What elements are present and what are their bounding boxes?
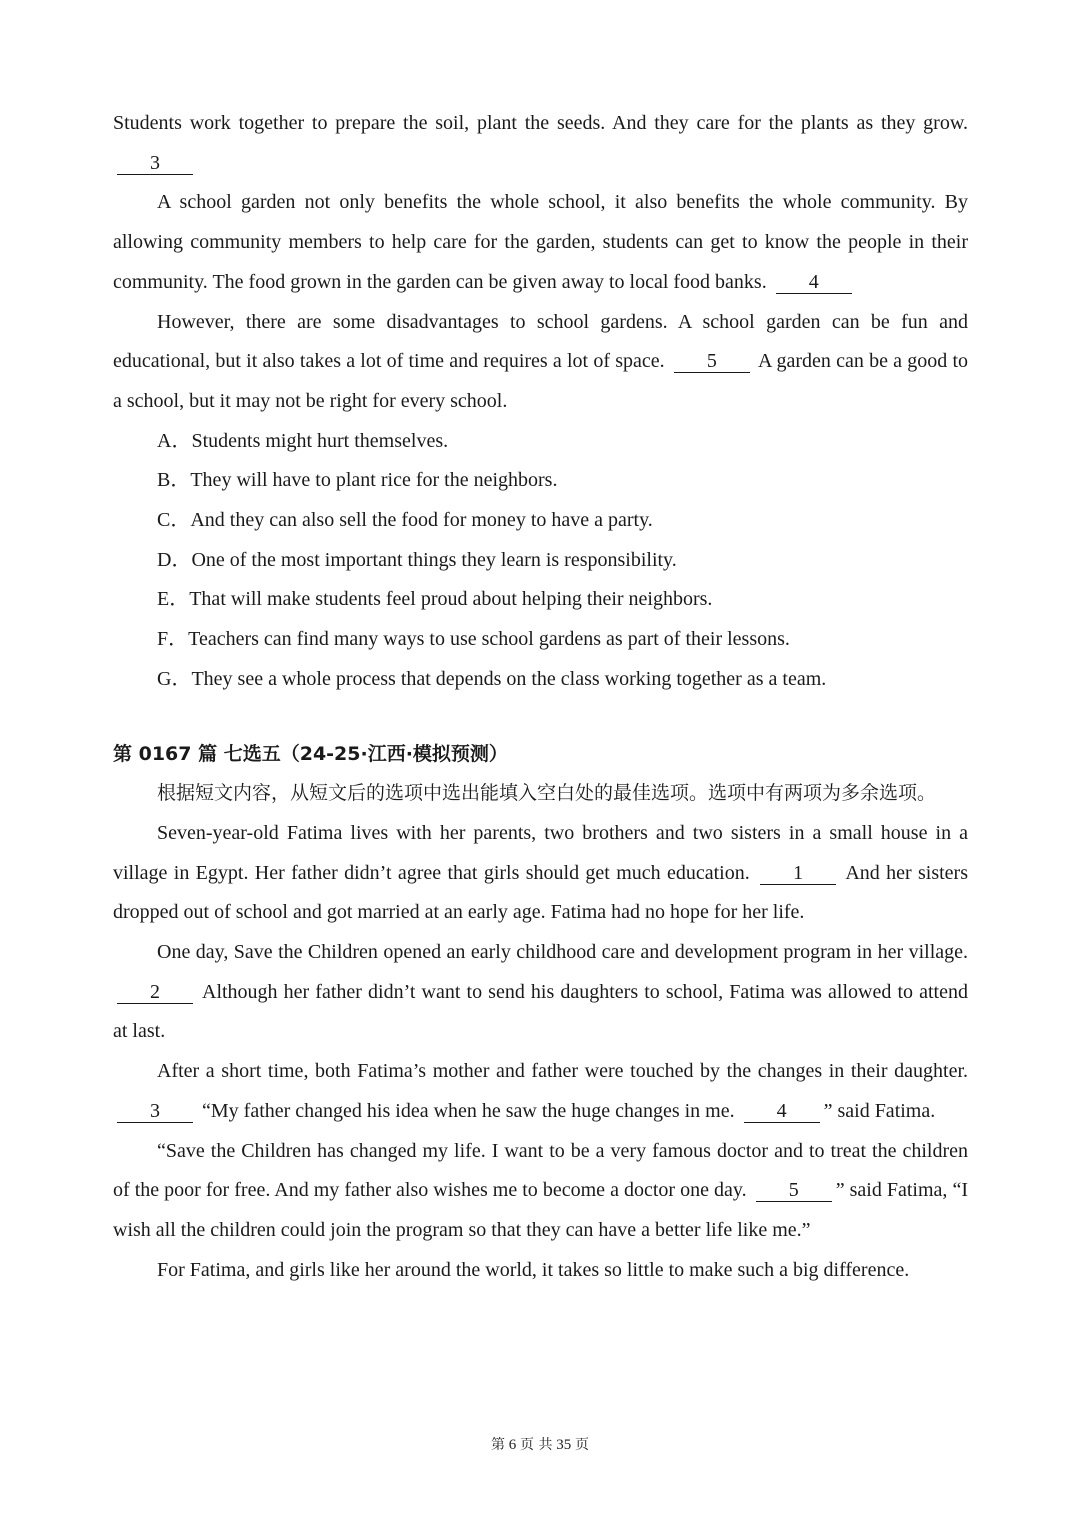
answer-blank: 3 — [117, 152, 193, 175]
options-list — [113, 422, 968, 700]
paragraph-text: Seven-year-old Fatima lives with her parents, two brothers and two sisters in a small house in a village in Egypt. Her father didn’t agree that girls should get much education. — [113, 821, 968, 884]
paragraph-text: For Fatima, and girls like her around the world, it takes so little to make such a big difference. — [157, 1258, 910, 1281]
option-item — [113, 660, 968, 700]
page-footer — [0, 1434, 1080, 1454]
answer-blank: 4 — [744, 1100, 820, 1123]
option-letter: D． — [157, 548, 192, 571]
passage-paragraph — [113, 1052, 968, 1131]
option-text: Teachers can find many ways to use school gardens as part of their lessons. — [188, 628, 790, 651]
paragraph-text: “Save the Children has changed my life. I want to be a very famous doctor and to treat the children of the poor for free. And my father also wishes me to become a doctor one day. — [113, 1139, 968, 1202]
option-letter: C． — [157, 509, 191, 532]
footer-prefix: 第 — [491, 1437, 506, 1453]
paragraph-text: However, there are some disadvantages to school gardens. A school garden can be fun and educational, but it also takes a lot of time and requires a lot of space. — [113, 310, 968, 373]
answer-blank: 4 — [776, 271, 852, 294]
option-item — [113, 422, 968, 462]
option-text: One of the most important things they learn is responsibility. — [191, 548, 677, 571]
answer-blank: 2 — [117, 981, 193, 1004]
passage-paragraph — [113, 1132, 968, 1251]
option-text: That will make students feel proud about helping their neighbors. — [189, 588, 713, 611]
option-text: They will have to plant rice for the neighbors. — [190, 469, 558, 492]
paragraph-text: “My father changed his idea when he saw the huge changes in me. — [202, 1099, 735, 1122]
option-item — [113, 541, 968, 581]
instruction-text: 根据短文内容，从短文后的选项中选出能填入空白处的最佳选项。选项中有两项为多余选项。 — [157, 782, 937, 805]
footer-suffix: 页 — [574, 1437, 589, 1453]
paragraph-text: One day, Save the Children opened an early childhood care and development program in her village. — [157, 941, 968, 964]
paragraph-text: ” said Fatima, “I wish all the children could join the program so that they can have a better life like me.” — [113, 1179, 968, 1241]
paragraph-text: A garden can be a good to a school, but it may not be right for every school. — [113, 350, 968, 412]
passage-paragraph — [113, 1251, 968, 1291]
answer-blank: 5 — [756, 1179, 832, 1202]
page-number: 6 — [508, 1437, 517, 1453]
option-text: Students might hurt themselves. — [191, 429, 449, 452]
paragraph-text: ” said Fatima. — [823, 1099, 936, 1122]
option-text: They see a whole process that depends on the class working together as a team. — [191, 667, 827, 690]
option-text: And they can also sell the food for money to have a party. — [190, 509, 653, 532]
paragraph-text: After a short time, both Fatima’s mother and father were touched by the changes in their daughter. — [157, 1060, 968, 1083]
section-heading: 第 0167 篇 七选五（24-25·江西·模拟预测） — [113, 742, 508, 765]
option-letter: A． — [157, 429, 192, 452]
paragraph-text: A school garden not only benefits the whole school, it also benefits the whole community. By allowing community members to help care for the garden, students can get to know the people in their community. The food grown in the garden can be given away to local food banks. — [113, 191, 968, 293]
option-letter: F． — [157, 628, 189, 651]
option-letter: E． — [157, 588, 190, 611]
option-item — [113, 461, 968, 501]
passage-paragraph — [113, 814, 968, 933]
option-letter: G． — [157, 667, 192, 690]
page-content — [113, 104, 968, 1290]
option-item — [113, 620, 968, 660]
paragraph-text: And her sisters dropped out of school and got married at an early age. Fatima had no hope for her life. — [113, 861, 968, 924]
footer-middle: 页 共 — [520, 1437, 553, 1453]
passage-paragraph — [113, 303, 968, 422]
answer-blank: 1 — [760, 862, 836, 885]
total-pages: 35 — [556, 1437, 572, 1453]
passage-paragraph — [113, 183, 968, 302]
paragraph-text: Although her father didn’t want to send his daughters to school, Fatima was allowed to attend at last. — [113, 980, 968, 1043]
paragraph-text: Students work together to prepare the soil, plant the seeds. And they care for the plants as they grow. — [113, 112, 968, 134]
answer-blank: 3 — [117, 1100, 193, 1123]
option-item — [113, 580, 968, 620]
option-item — [113, 501, 968, 541]
answer-blank: 5 — [674, 350, 750, 373]
passage-paragraph — [113, 104, 968, 183]
passage-paragraph — [113, 933, 968, 1052]
option-letter: B． — [157, 469, 191, 492]
